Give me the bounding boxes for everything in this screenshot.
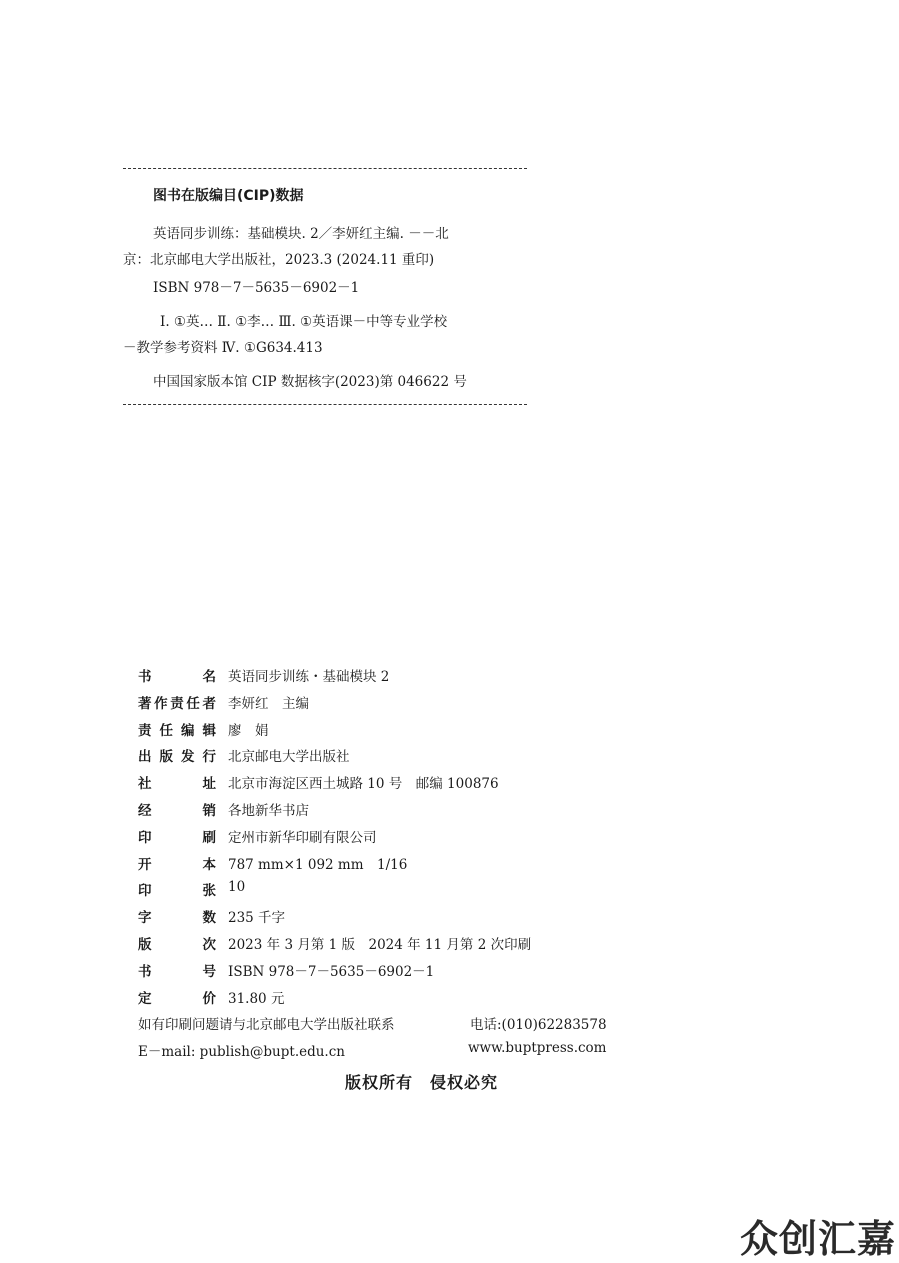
spec-label-char: 出	[138, 749, 152, 766]
spec-label	[138, 933, 216, 953]
spec-value: ISBN 978－7－5635－6902－1	[228, 963, 435, 980]
spec-label-char: 开	[138, 856, 152, 873]
spec-label	[138, 772, 216, 792]
cip-line-5: －教学参考资料 Ⅳ. ①G634.413	[123, 340, 323, 356]
spec-label-char: 责	[138, 722, 152, 739]
spec-value: 定州市新华印刷有限公司	[228, 829, 377, 846]
spec-label-char: 价	[202, 990, 216, 1007]
spec-label	[138, 799, 216, 819]
cip-line-6: 中国国家版本馆 CIP 数据核字(2023)第 046622 号	[153, 374, 467, 390]
spec-label-char: 字	[138, 910, 152, 927]
cip-top-divider	[123, 168, 527, 169]
spec-label-char: 本	[202, 856, 216, 873]
spec-value: 31.80 元	[228, 990, 285, 1007]
contact-notice: 如有印刷问题请与北京邮电大学出版社联系	[138, 1017, 395, 1033]
spec-label-char: 编	[181, 722, 195, 739]
spec-label-char: 责	[170, 695, 184, 712]
spec-label-char: 印	[138, 883, 152, 900]
spec-label-char: 号	[202, 963, 216, 980]
spec-label	[138, 987, 216, 1007]
spec-label-char: 辑	[202, 722, 216, 739]
contact-email: E－mail: publish@bupt.edu.cn	[138, 1044, 345, 1060]
spec-value: 北京市海淀区西土城路 10 号 邮编 100876	[228, 776, 499, 793]
spec-label-char: 书	[138, 669, 152, 685]
spec-label-char: 发	[181, 749, 195, 766]
spec-label-char: 址	[202, 776, 216, 793]
spec-value: 北京邮电大学出版社	[228, 749, 350, 766]
spec-label-char: 行	[202, 749, 216, 766]
spec-label	[138, 853, 216, 873]
spec-value: 各地新华书店	[228, 803, 309, 819]
spec-label	[138, 879, 216, 899]
spec-label	[138, 745, 216, 765]
cip-line-1: 英语同步训练：基础模块. 2／李妍红主编. －－北	[153, 226, 449, 242]
spec-label-char: 数	[202, 910, 216, 927]
spec-value: 廖 娟	[228, 722, 269, 739]
spec-label	[138, 665, 216, 685]
spec-label-char: 版	[159, 749, 173, 766]
spec-label-char: 任	[186, 695, 200, 712]
spec-value: 787 mm×1 092 mm 1/16	[228, 856, 408, 873]
spec-label	[138, 906, 216, 926]
spec-label-char: 经	[138, 803, 152, 819]
spec-value: 10	[228, 879, 246, 896]
spec-label-char: 者	[202, 695, 216, 712]
spec-value: 2023 年 3 月第 1 版 2024 年 11 月第 2 次印刷	[228, 937, 532, 953]
watermark-logo: 众创汇嘉	[740, 1217, 897, 1261]
contact-website: www.buptpress.com	[468, 1040, 607, 1056]
cip-line-4: Ⅰ. ①英… Ⅱ. ①李… Ⅲ. ①英语课－中等专业学校	[160, 314, 448, 330]
spec-label-char: 定	[138, 990, 152, 1007]
spec-label-char: 刷	[202, 829, 216, 846]
spec-label-char: 任	[159, 722, 173, 739]
cip-bottom-divider	[123, 404, 527, 405]
spec-label-char: 作	[154, 695, 168, 712]
contact-phone: 电话:(010)62283578	[470, 1017, 607, 1033]
cip-title: 图书在版编目(CIP)数据	[153, 188, 304, 204]
spec-label-char: 书	[138, 963, 152, 980]
spec-label	[138, 719, 216, 739]
spec-value: 英语同步训练・基础模块 2	[228, 669, 390, 685]
spec-label-char: 社	[138, 776, 152, 793]
cip-line-3: ISBN 978－7－5635－6902－1	[153, 280, 360, 296]
spec-label-char: 印	[138, 829, 152, 846]
spec-label-char: 张	[202, 883, 216, 900]
copyright-notice: 版权所有 侵权必究	[345, 1073, 499, 1092]
spec-label	[138, 826, 216, 846]
spec-value: 李妍红 主编	[228, 695, 309, 712]
spec-label-char: 销	[202, 803, 216, 819]
spec-label	[138, 692, 216, 712]
cip-line-2: 京：北京邮电大学出版社，2023.3 (2024.11 重印)	[123, 252, 435, 268]
spec-label-char: 次	[202, 937, 216, 953]
spec-value: 235 千字	[228, 910, 286, 927]
spec-label-char: 名	[202, 669, 216, 685]
spec-label	[138, 960, 216, 980]
spec-label-char: 著	[138, 695, 152, 712]
spec-label-char: 版	[138, 937, 152, 953]
